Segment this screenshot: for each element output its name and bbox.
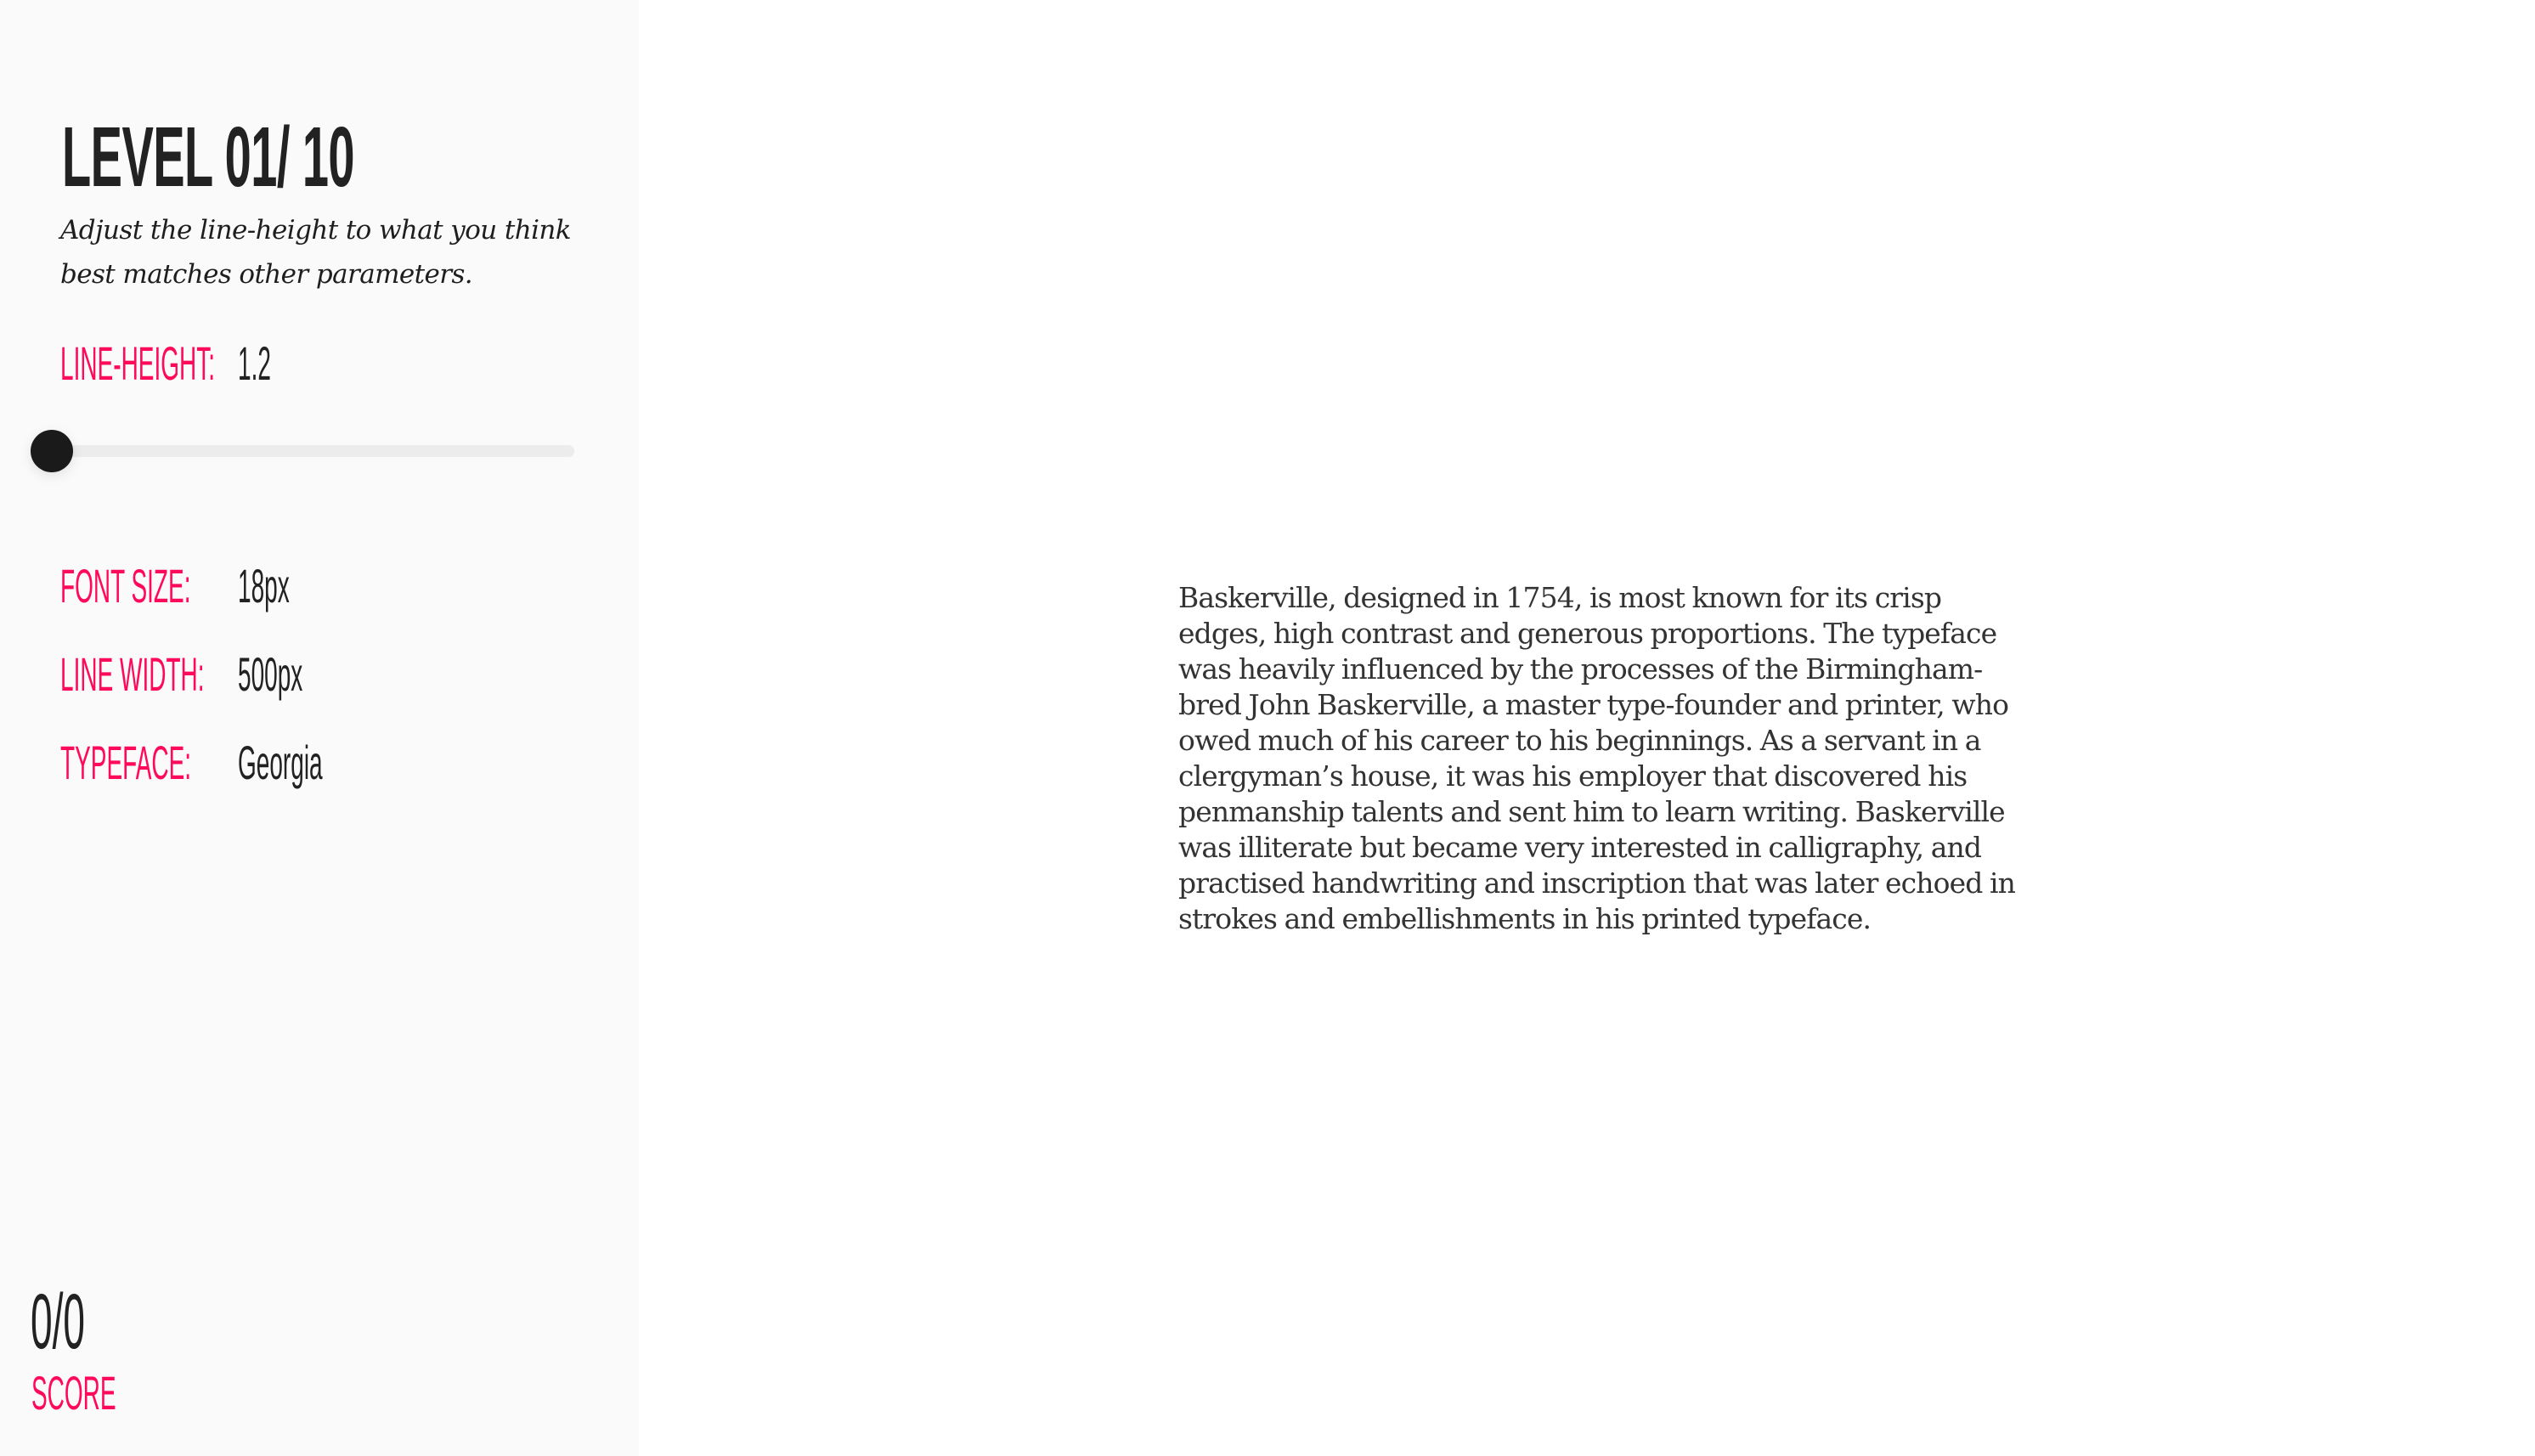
line-width-value: 500px xyxy=(238,647,303,701)
instructions: Adjust the line-height to what you think best matches other parameters. xyxy=(60,215,571,290)
preview-area xyxy=(639,0,2535,1456)
line-height-value: 1.2 xyxy=(238,336,271,390)
level-title: LEVEL 01/ 10 xyxy=(62,110,354,205)
typeface-value: Georgia xyxy=(238,736,323,789)
score-label: SCORE xyxy=(31,1366,116,1419)
line-width-label: LINE WIDTH: xyxy=(60,647,205,701)
slider-thumb[interactable] xyxy=(31,430,73,472)
sidebar xyxy=(0,0,639,1456)
line-height-slider[interactable] xyxy=(31,430,578,472)
sample-paragraph: Baskerville, designed in 1754, is most known for its crisp edges, high contrast and generous proportions. The typeface was heavily influenced by the processes of the Birmingham-bred John Baskerville, a master type-founder and printer, who owed much of his career to his beginnings. As a servant in a clergyman’s house, it was his employer that discovered his penmanship talents and sent him to learn writing. Baskerville was illiterate but became very interested in calligraphy, and practised handwriting and inscription that was later echoed in strokes and embellishments in his printed typeface. xyxy=(1178,581,2016,935)
line-height-label: LINE-HEIGHT: xyxy=(60,336,216,390)
font-size-value: 18px xyxy=(238,559,290,612)
font-size-label: FONT SIZE: xyxy=(60,559,191,612)
typeface-label: TYPEFACE: xyxy=(60,736,192,789)
score-value: 0/0 xyxy=(31,1278,85,1365)
slider-track[interactable] xyxy=(49,445,574,457)
